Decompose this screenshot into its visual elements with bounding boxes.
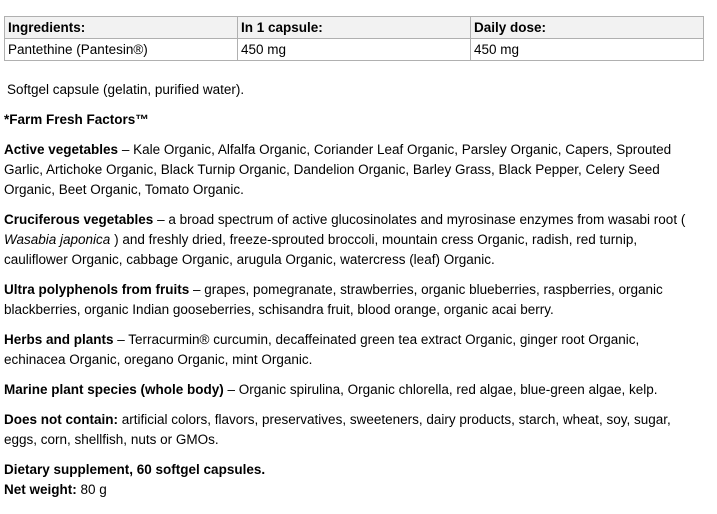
cruciferous-label: Cruciferous vegetables [4,212,154,227]
cruciferous-text-b: ) and freshly dried, freeze-sprouted broccoli, mountain cress Organic, radish, red turnip, cauliflower Organic, cabbage Organic, arugula Organic, watercress (leaf) Organic. [4,232,638,267]
ingredient-name: Pantethine (Pantesin®) [5,39,238,61]
herbs-label: Herbs and plants [4,332,114,347]
ingredient-per-capsule: 450 mg [238,39,471,61]
net-weight-line [4,480,704,500]
active-vegetables-section [4,140,704,200]
does-not-contain-label: Does not contain: [4,412,118,427]
ingredients-table [4,16,704,61]
herbs-section [4,330,704,370]
softgel-note: Softgel capsule (gelatin, purified water). [7,82,245,97]
marine-text: – Organic spirulina, Organic chlorella, red algae, blue-green algae, kelp. [223,382,658,397]
cruciferous-latin-name: Wasabia japonica [4,232,111,247]
table-header-row [5,17,704,39]
active-vegetables-label: Active vegetables [4,142,119,157]
ingredient-daily-dose: 450 mg [471,39,704,61]
header-daily-dose: Daily dose: [471,17,704,39]
header-ingredients: Ingredients: [5,17,238,39]
header-in-1-capsule: In 1 capsule: [238,17,471,39]
cruciferous-section [4,210,704,270]
dietary-supplement-note: Dietary supplement, 60 softgel capsules. [4,462,266,477]
does-not-contain-section [4,410,704,450]
net-weight-label: Net weight: [4,482,77,497]
product-description [4,16,704,500]
net-weight-value: 80 g [76,482,107,497]
active-vegetables-text: – Kale Organic, Alfalfa Organic, Coriander Leaf Organic, Parsley Organic, Capers, Sprouted Garlic, Artichoke Organic, Black Turnip Organic, Dandelion Organic, Barley Grass, Black Pepper, Celery Seed Organic, Beet Organic, Tomato Organic. [4,142,672,197]
polyphenols-text: – grapes, pomegranate, strawberries, organic blueberries, raspberries, organic blackberries, organic Indian gooseberries, schisandra fruit, blood orange, organic acai berry. [4,282,663,317]
cruciferous-text-a: – a broad spectrum of active glucosinolates and myrosinase enzymes from wasabi root ( [153,212,686,227]
polyphenols-section [4,280,704,320]
farm-fresh-heading: *Farm Fresh Factors™ [4,112,149,127]
does-not-contain-text: artificial colors, flavors, preservatives, sweeteners, dairy products, starch, wheat, soy, sugar, eggs, corn, shellfish, nuts or GMOs. [4,412,671,447]
marine-label: Marine plant species (whole body) [4,382,224,397]
herbs-text: – Terracurmin® curcumin, decaffeinated green tea extract Organic, ginger root Organic, echinacea Organic, oregano Organic, mint Organic. [4,332,640,367]
polyphenols-label: Ultra polyphenols from fruits [4,282,190,297]
table-row [5,39,704,61]
marine-section [4,380,704,400]
